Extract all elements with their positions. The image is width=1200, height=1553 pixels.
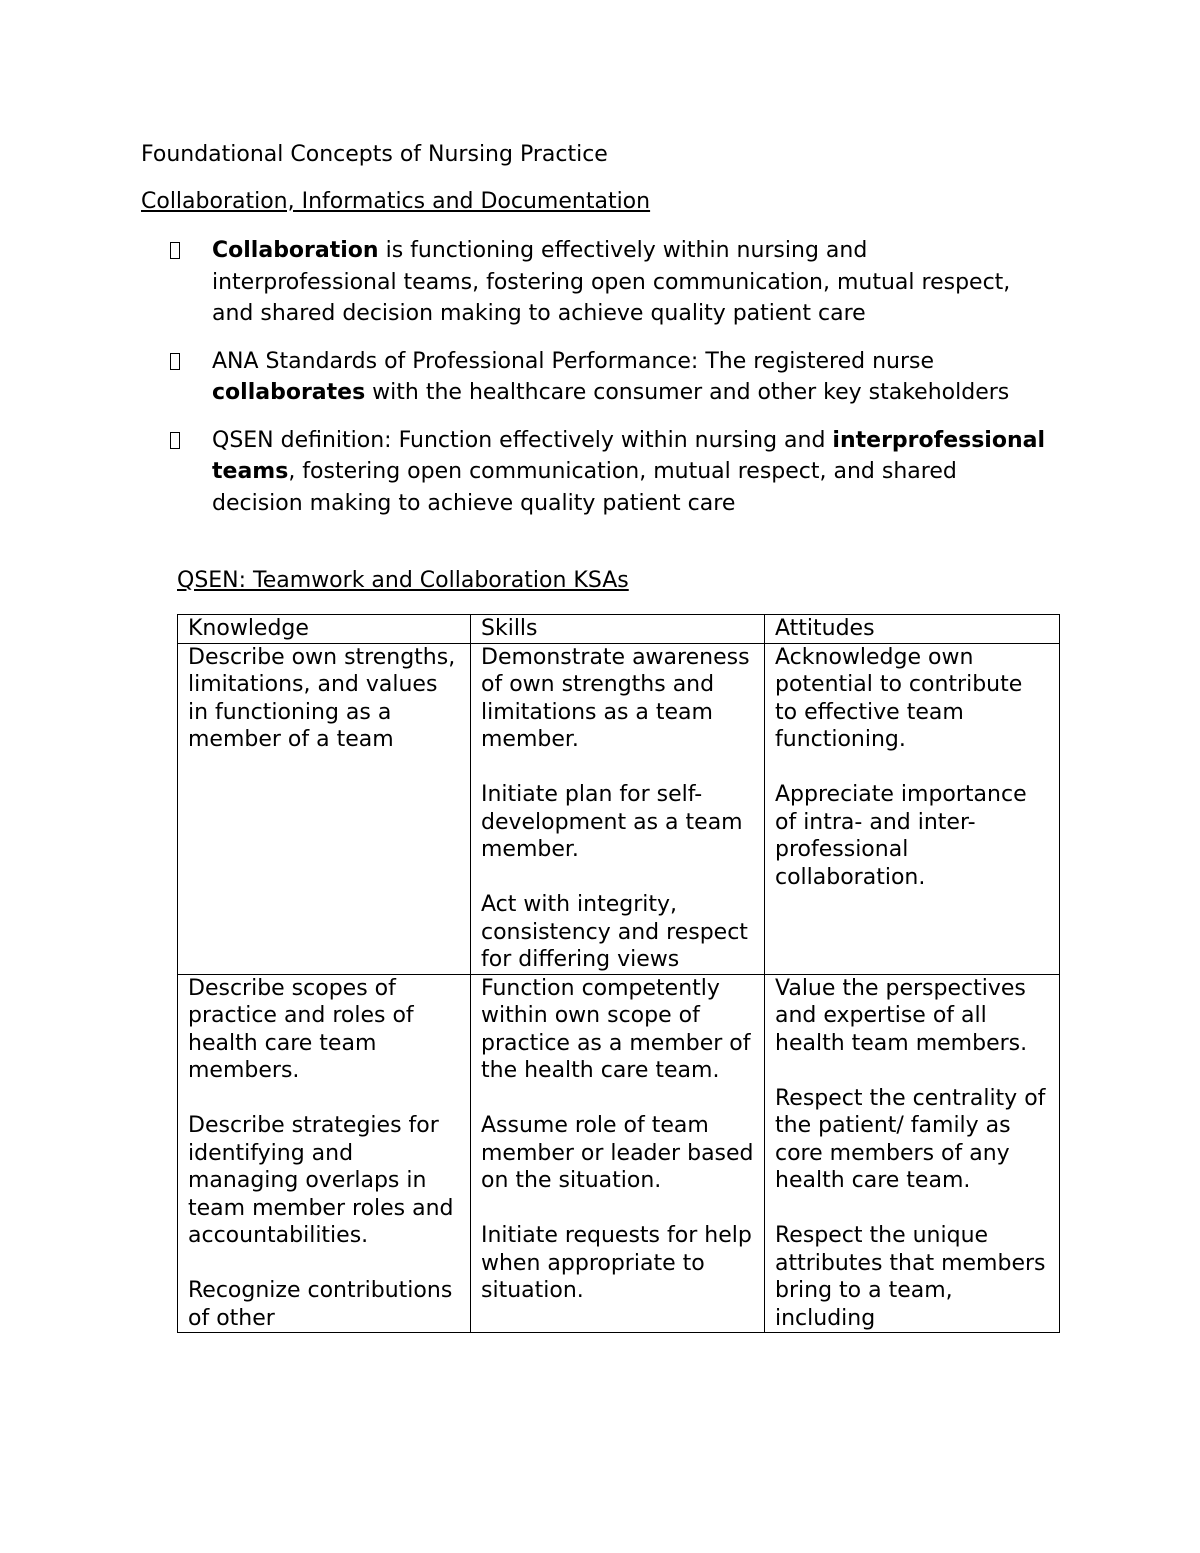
header-knowledge: Knowledge (178, 615, 471, 644)
cell-paragraph: Act with integrity, consistency and respect for differing views (481, 892, 748, 972)
cell-paragraph: Recognize contributions of other (188, 1278, 453, 1331)
table-row (178, 974, 1060, 1332)
bullet-list (170, 235, 1050, 535)
bullet-text-pre: QSEN definition: Function effectively within nursing and (212, 427, 833, 453)
document-subtitle: Collaboration, Informatics and Documentation (141, 189, 651, 214)
bullet-text: is functioning effectively within nursing and interprofessional teams, fostering open communication, mutual respect, and shared decision making to achieve quality patient care (212, 238, 1011, 326)
cell-paragraph: Appreciate importance of intra- and inter-professional collaboration. (775, 782, 1027, 890)
cell-paragraph: Demonstrate awareness of own strengths and limitations as a team member. (481, 644, 750, 752)
cell-paragraph: Respect the centrality of the patient/ family as core members of any health care team. (775, 1085, 1046, 1193)
cell-paragraph: Describe own strengths, limitations, and values in functioning as a member of a team (188, 644, 456, 752)
bullet-qsen-definition (170, 425, 1050, 520)
ksa-table (177, 614, 1060, 1333)
cell-paragraph: Function competently within own scope of practice as a member of the health care team. (481, 975, 751, 1083)
bullet-glyph-icon (170, 425, 184, 459)
bullet-glyph-icon (170, 235, 184, 269)
cell-knowledge (178, 974, 471, 1332)
cell-paragraph: Describe strategies for identifying and managing overlaps in team member roles and accountabilities. (188, 1113, 454, 1248)
bullet-text-post: with the healthcare consumer and other key stakeholders (365, 380, 1010, 405)
bullet-ana-standards (170, 346, 1050, 409)
header-skills: Skills (471, 615, 765, 644)
cell-skills (471, 643, 765, 974)
cell-paragraph: Value the perspectives and expertise of all health team members. (775, 975, 1028, 1056)
bullet-text-pre: ANA Standards of Professional Performance: The registered nurse (212, 348, 935, 374)
bullet-bold-term: Collaboration (212, 238, 379, 263)
cell-paragraph: Initiate plan for self-development as a team member. (481, 782, 743, 862)
document-title: Foundational Concepts of Nursing Practice (141, 142, 608, 167)
cell-paragraph: Acknowledge own potential to contribute to effective team functioning. (775, 644, 1023, 752)
header-attitudes: Attitudes (765, 615, 1060, 644)
bullet-bold-term: interprofessional teams (212, 427, 1046, 484)
cell-skills (471, 974, 765, 1332)
bullet-collaboration (170, 235, 1050, 330)
ksa-heading: QSEN: Teamwork and Collaboration KSAs (177, 568, 629, 593)
cell-paragraph: Initiate requests for help when appropriate to situation. (481, 1223, 752, 1303)
cell-attitudes (765, 643, 1060, 974)
bullet-text-post: , fostering open communication, mutual respect, and shared decision making to achieve quality patient care (212, 459, 957, 516)
cell-knowledge (178, 643, 471, 974)
bullet-glyph-icon (170, 346, 184, 380)
cell-paragraph: Describe scopes of practice and roles of health care team members. (188, 975, 414, 1083)
cell-attitudes (765, 974, 1060, 1332)
bullet-bold-term: collaborates (212, 380, 366, 405)
table-row (178, 643, 1060, 974)
cell-paragraph: Respect the unique attributes that members bring to a team, including (775, 1223, 1046, 1331)
table-header-row (178, 615, 1060, 644)
cell-paragraph: Assume role of team member or leader based on the situation. (481, 1113, 754, 1193)
